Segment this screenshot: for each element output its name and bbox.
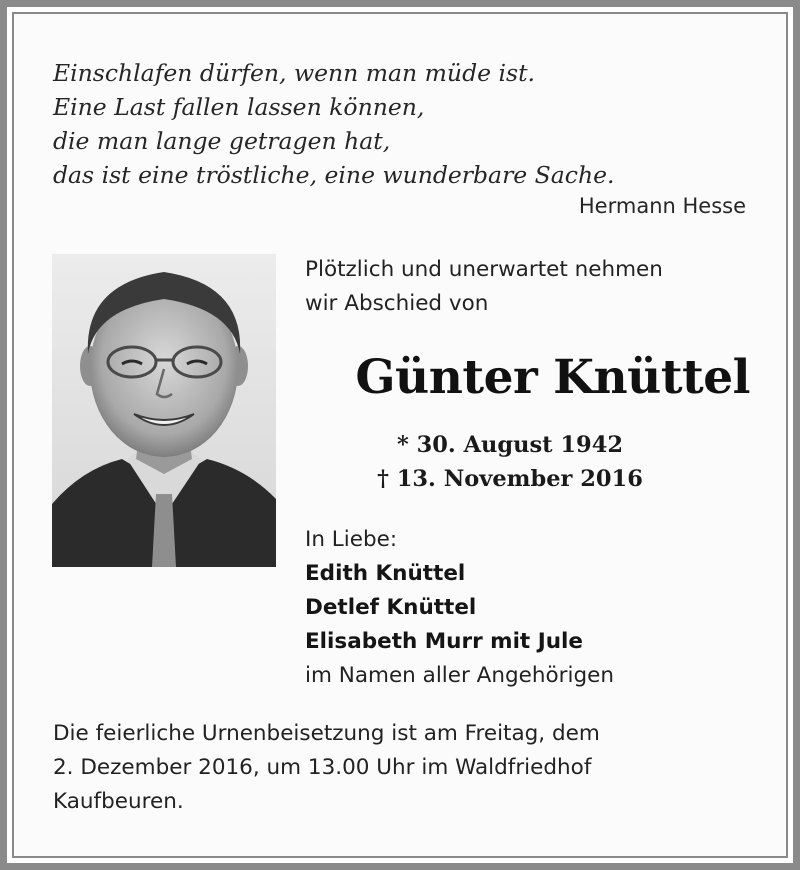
mourners-label: In Liebe:: [305, 527, 398, 552]
ceremony-line: Kaufbeuren.: [53, 789, 184, 814]
poem-line: die man lange getragen hat,: [53, 127, 391, 155]
ceremony-line: 2. Dezember 2016, um 13.00 Uhr im Waldfriedhof: [53, 755, 592, 780]
mourner-name: Detlef Knüttel: [305, 595, 477, 620]
poem-author: Hermann Hesse: [578, 194, 746, 218]
farewell-intro-line: Plötzlich und unerwartet nehmen: [305, 257, 663, 282]
birth-date: * 30. August 1942: [397, 432, 623, 458]
poem-line: Einschlafen dürfen, wenn man müde ist.: [53, 59, 535, 87]
ceremony-info: [53, 717, 753, 819]
poem-quote: [53, 56, 753, 192]
mourner-name: Edith Knüttel: [305, 561, 466, 586]
poem-line: das ist eine tröstliche, eine wunderbare Sache.: [53, 161, 615, 189]
life-dates: [340, 428, 680, 496]
poem-line: Eine Last fallen lassen können,: [53, 93, 425, 121]
ceremony-line: Die feierliche Urnenbeisetzung ist am Freitag, dem: [53, 721, 600, 746]
deceased-name: Günter Knüttel: [355, 350, 750, 405]
portrait-photo: [52, 254, 276, 567]
mourners-list: [305, 523, 614, 693]
mourners-closing: im Namen aller Angehörigen: [305, 663, 614, 688]
farewell-intro: [305, 253, 663, 321]
farewell-intro-line: wir Abschied von: [305, 291, 489, 316]
death-date: † 13. November 2016: [377, 466, 643, 492]
mourner-name: Elisabeth Murr mit Jule: [305, 629, 583, 654]
